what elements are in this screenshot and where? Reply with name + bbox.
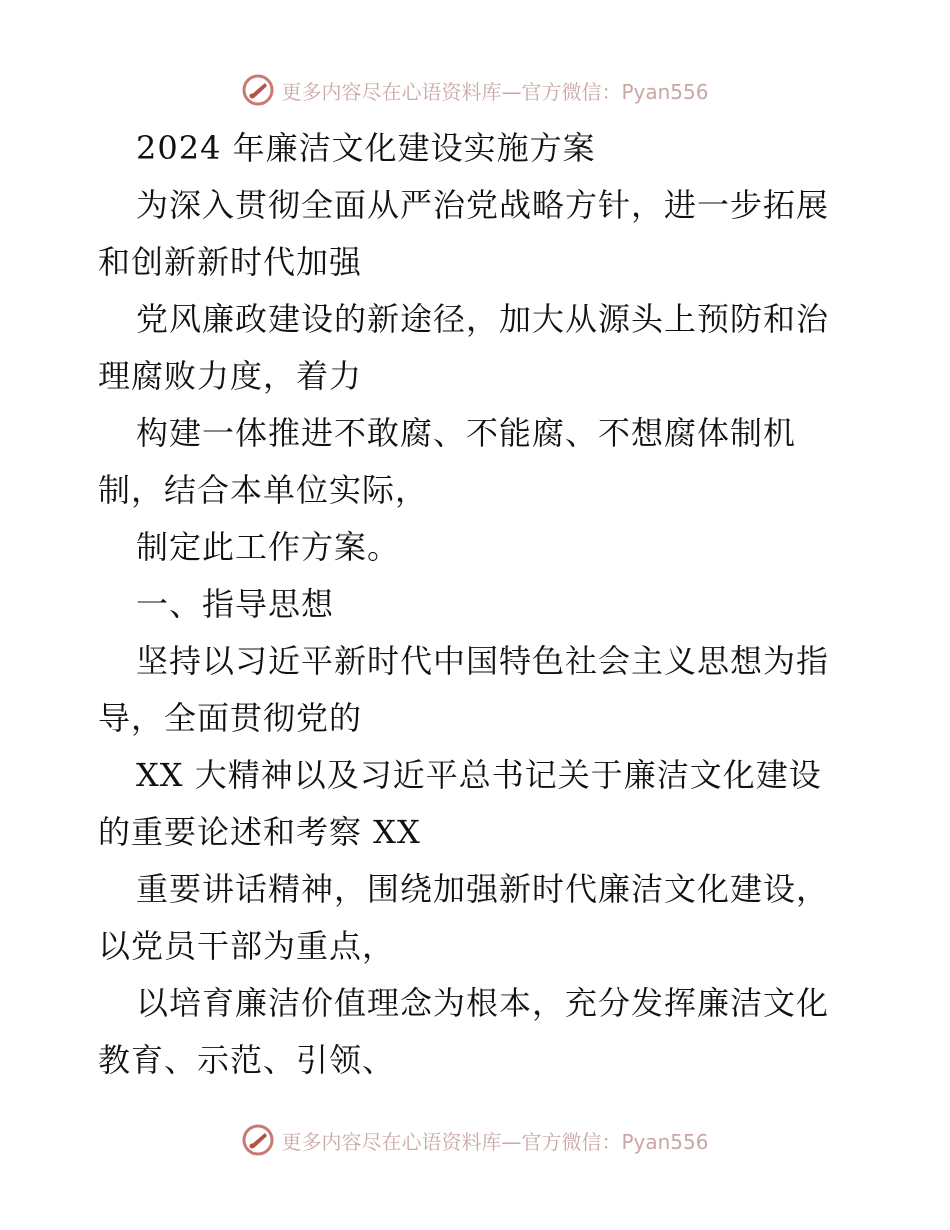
- text-line: 理腐败力度，着力: [98, 357, 363, 395]
- text-line: 坚持以习近平新时代中国特色社会主义思想为指: [136, 642, 830, 680]
- text-line: 制，结合本单位实际，: [98, 471, 429, 509]
- text-line: 党风廉政建设的新途径，加大从源头上预防和治: [136, 300, 830, 338]
- document-title: 2024 年廉洁文化建设实施方案: [136, 129, 596, 167]
- text-line: 构建一体推进不敢腐、不能腐、不想腐体制机: [136, 414, 797, 452]
- brand-logo-icon: [241, 73, 275, 107]
- text-line: 以党员干部为重点，: [98, 927, 396, 965]
- header-watermark: [0, 70, 950, 110]
- text-line: 以培育廉洁价值理念为根本，充分发挥廉洁文化: [136, 984, 830, 1022]
- watermark-text: 更多内容尽在心语资料库—官方微信：Pyan556: [281, 1129, 709, 1154]
- watermark-text: 更多内容尽在心语资料库—官方微信：Pyan556: [281, 79, 709, 104]
- text-line: 重要讲话精神，围绕加强新时代廉洁文化建设，: [136, 870, 830, 908]
- document-body: [98, 120, 858, 1089]
- text-line: 的重要论述和考察 XX: [98, 813, 421, 851]
- text-line: 制定此工作方案。: [136, 528, 401, 566]
- text-line: 导，全面贯彻党的: [98, 699, 363, 737]
- brand-logo-icon: [241, 1123, 275, 1157]
- text-line: 和创新新时代加强: [98, 243, 363, 281]
- text-line: XX 大精神以及习近平总书记关于廉洁文化建设: [136, 756, 822, 794]
- text-line: 教育、示范、引领、: [98, 1041, 396, 1079]
- section-heading: 一、指导思想: [136, 585, 335, 623]
- text-line: 为深入贯彻全面从严治党战略方针，进一步拓展: [136, 186, 830, 224]
- footer-watermark: [0, 1120, 950, 1160]
